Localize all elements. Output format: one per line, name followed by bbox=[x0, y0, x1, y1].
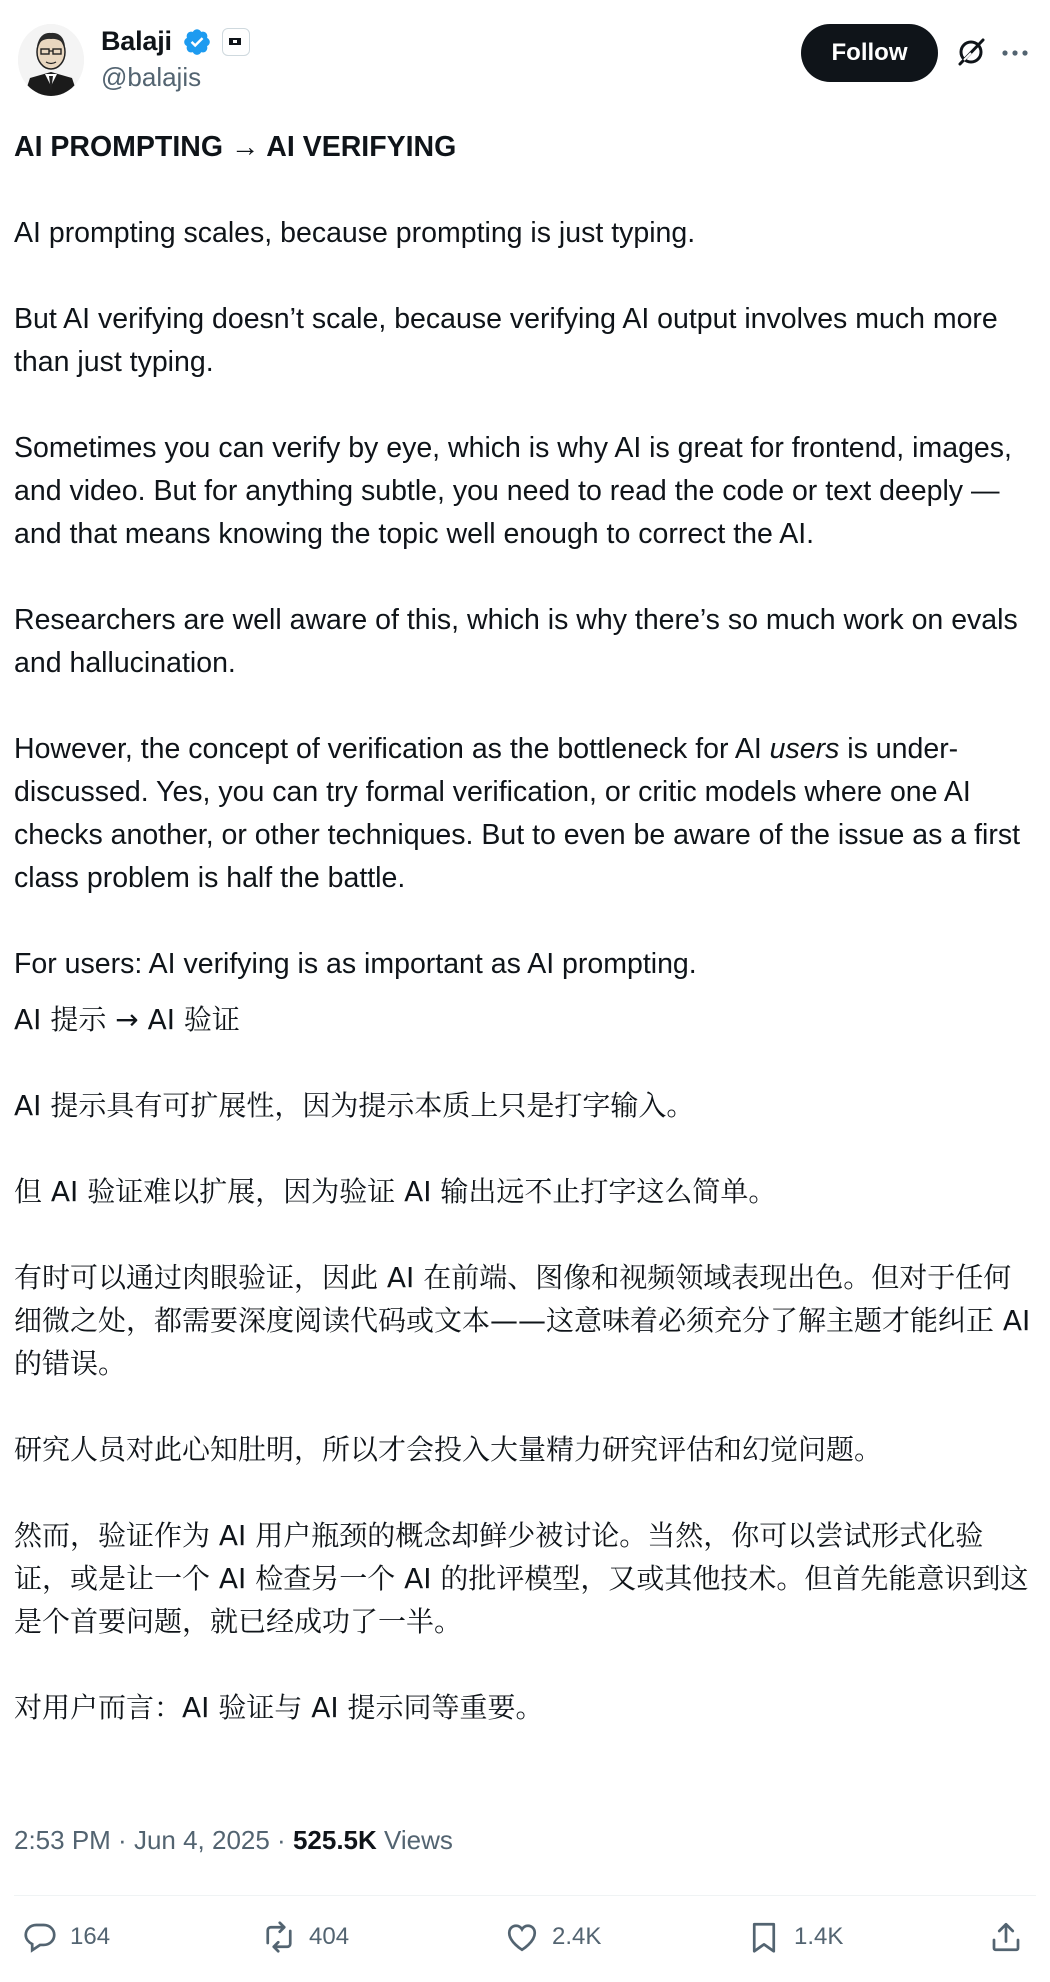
translation-paragraph: 但 AI 验证难以扩展，因为验证 AI 输出远不止打字这么简单。 bbox=[14, 1175, 777, 1208]
post-paragraph: For users: AI verifying is as important as AI prompting. bbox=[14, 948, 697, 980]
translation-paragraph: 研究人员对此心知肚明，所以才会投入大量精力研究评估和幻觉问题。 bbox=[14, 1433, 883, 1466]
post-time[interactable]: 2:53 PM bbox=[14, 1825, 111, 1855]
reply-count: 164 bbox=[70, 1923, 111, 1950]
meta-separator: · bbox=[269, 1825, 293, 1855]
share-icon bbox=[988, 1919, 1024, 1955]
reply-button[interactable] bbox=[22, 1912, 110, 1962]
verified-badge-icon[interactable] bbox=[182, 27, 212, 57]
repost-icon bbox=[261, 1919, 297, 1955]
more-icon[interactable] bbox=[1000, 38, 1030, 68]
post-emphasis: users bbox=[769, 733, 840, 765]
action-bar bbox=[0, 1912, 1050, 1962]
translation-paragraph: 有时可以通过肉眼验证，因此 AI 在前端、图像和视频领域表现出色。但对于任何细微之处，都需要深度阅读代码或文本——这意味着必须充分了解主题才能纠正 AI 的错误。 bbox=[14, 1261, 1031, 1380]
like-button[interactable] bbox=[504, 1912, 601, 1962]
translation-paragraph: 然而，验证作为 AI 用户瓶颈的概念却鲜少被讨论。当然，你可以尝试形式化验证，或是让一个 AI 检查另一个 AI 的批评模型，又或其他技术。但首先能意识到这是个首要问题，就已经成功了一半。 bbox=[14, 1519, 1029, 1638]
share-button[interactable] bbox=[988, 1912, 1024, 1962]
translation-paragraph: AI 提示具有可扩展性，因为提示本质上只是打字输入。 bbox=[14, 1089, 695, 1122]
author-handle[interactable]: @balajis bbox=[101, 62, 202, 92]
repost-button[interactable] bbox=[261, 1912, 349, 1962]
views-label: Views bbox=[376, 1825, 453, 1855]
post-paragraph: Sometimes you can verify by eye, which is why AI is great for frontend, images, and video. But for anything subtle, you need to read the code or text deeply — and that means knowing the topic well enough to correct the AI. bbox=[14, 432, 1012, 550]
translation-headline: AI 提示 → AI 验证 bbox=[14, 1003, 240, 1036]
bookmark-icon bbox=[746, 1919, 782, 1955]
tweet-meta bbox=[14, 1825, 453, 1856]
tweet-text bbox=[14, 126, 1034, 1729]
bookmark-count: 1.4K bbox=[794, 1923, 844, 1950]
heart-icon bbox=[504, 1919, 540, 1955]
post-text-segment: However, the concept of verification as the bottleneck for AI bbox=[14, 733, 770, 765]
follow-button[interactable]: Follow bbox=[801, 24, 938, 82]
reply-icon bbox=[22, 1919, 58, 1955]
translation-block bbox=[14, 998, 1034, 1729]
meta-separator: · bbox=[110, 1825, 134, 1855]
grok-icon[interactable] bbox=[955, 36, 987, 68]
like-count: 2.4K bbox=[552, 1923, 602, 1950]
affiliation-flag-icon[interactable] bbox=[222, 28, 250, 56]
avatar[interactable] bbox=[18, 24, 84, 96]
avatar-illustration bbox=[18, 24, 84, 96]
post-date[interactable]: Jun 4, 2025 bbox=[133, 1825, 270, 1855]
divider bbox=[14, 1895, 1036, 1896]
translation-paragraph: 对用户而言：AI 验证与 AI 提示同等重要。 bbox=[14, 1691, 544, 1724]
author-display-name[interactable]: Balaji bbox=[101, 26, 172, 56]
tweet-header bbox=[0, 0, 1050, 110]
post-paragraph bbox=[14, 728, 1034, 900]
repost-count: 404 bbox=[309, 1923, 350, 1950]
bookmark-button[interactable] bbox=[746, 1912, 843, 1962]
post-text-segment: is under-discussed. Yes, you can try formal verification, or critic models where one AI checks another, or other techniques. But to even be aware of the issue as a first class problem is half the battle. bbox=[14, 733, 1021, 894]
post-paragraph: AI prompting scales, because prompting is just typing. bbox=[14, 217, 696, 249]
views-count: 525.5K bbox=[292, 1825, 377, 1855]
post-paragraph: But AI verifying doesn’t scale, because verifying AI output involves much more than just typing. bbox=[14, 303, 998, 378]
post-headline: AI PROMPTING → AI VERIFYING bbox=[14, 131, 457, 163]
post-paragraph: Researchers are well aware of this, which is why there’s so much work on evals and hallucination. bbox=[14, 604, 1018, 679]
author-name-row bbox=[101, 26, 250, 57]
